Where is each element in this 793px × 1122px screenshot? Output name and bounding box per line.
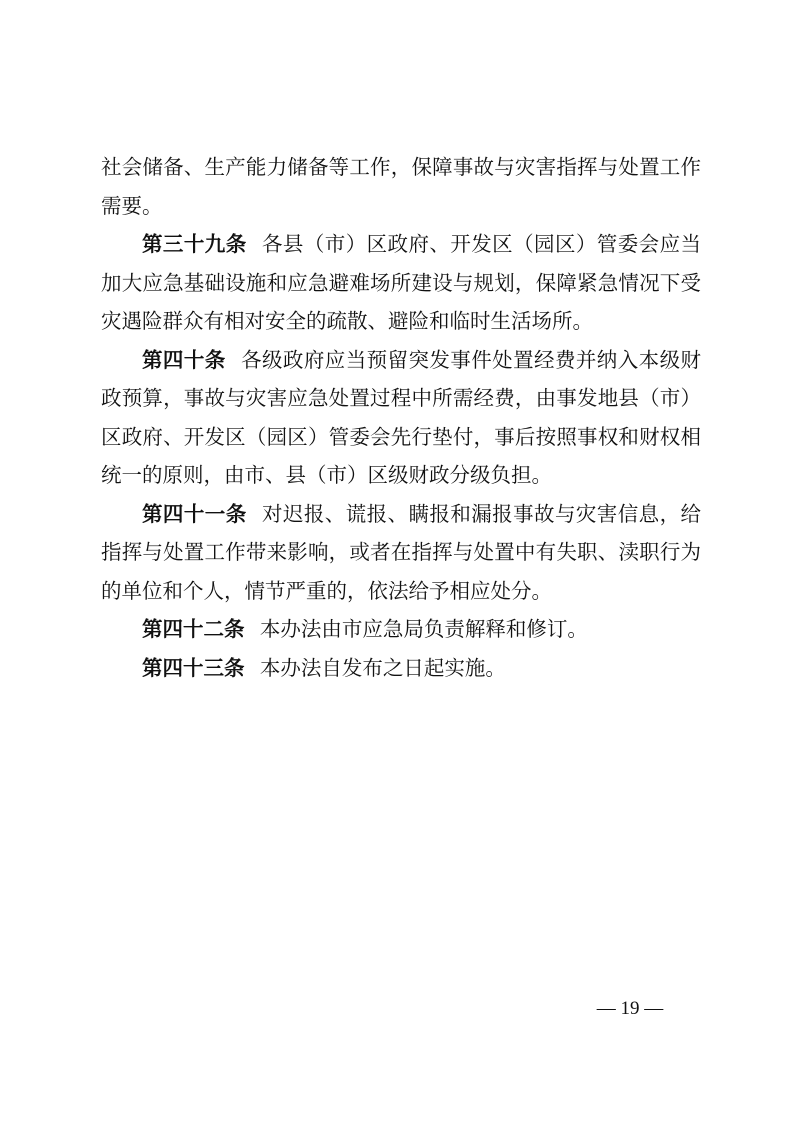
article-heading: 第四十条 (142, 347, 226, 372)
article-heading: 第三十九条 (142, 232, 247, 256)
article-41 (101, 495, 701, 611)
article-text: 本办法自发布之日起实施。 (259, 655, 506, 680)
article-text: 各县（市）区政府、开发区（园区）管委会应当加大应急基础设施和应急避难场所建设与规划，保障紧急情况下受灾遇险群众有相对安全的疏散、避险和临时生活场所。 (101, 232, 701, 333)
article-text: 各级政府应当预留突发事件处置经费并纳入本级财政预算，事故与灾害应急处置过程中所需经费，由事发地县（市）区政府、开发区（园区）管委会先行垫付，事后按照事权和财权相统一的原则，由市、县（市）区级财政分级负担。 (101, 347, 702, 487)
document-body (101, 148, 701, 687)
article-heading: 第四十二条 (142, 617, 245, 641)
article-42 (101, 610, 701, 649)
article-text: 本办法由市应急局负责解释和修订。 (259, 617, 588, 641)
article-heading: 第四十三条 (142, 655, 245, 680)
article-40 (101, 341, 701, 495)
paragraph-text: 社会储备、生产能力储备等工作，保障事故与灾害指挥与处置工作需要。 (101, 155, 701, 218)
article-39 (101, 225, 701, 341)
article-43 (101, 649, 701, 688)
article-text: 对迟报、谎报、瞒报和漏报事故与灾害信息，给指挥与处置工作带来影响，或者在指挥与处置中有失职、渎职行为的单位和个人，情节严重的，依法给予相应处分。 (101, 501, 701, 603)
article-heading: 第四十一条 (142, 501, 247, 526)
paragraph-continuation (101, 148, 701, 225)
page-number: — 19 — (596, 998, 664, 1019)
